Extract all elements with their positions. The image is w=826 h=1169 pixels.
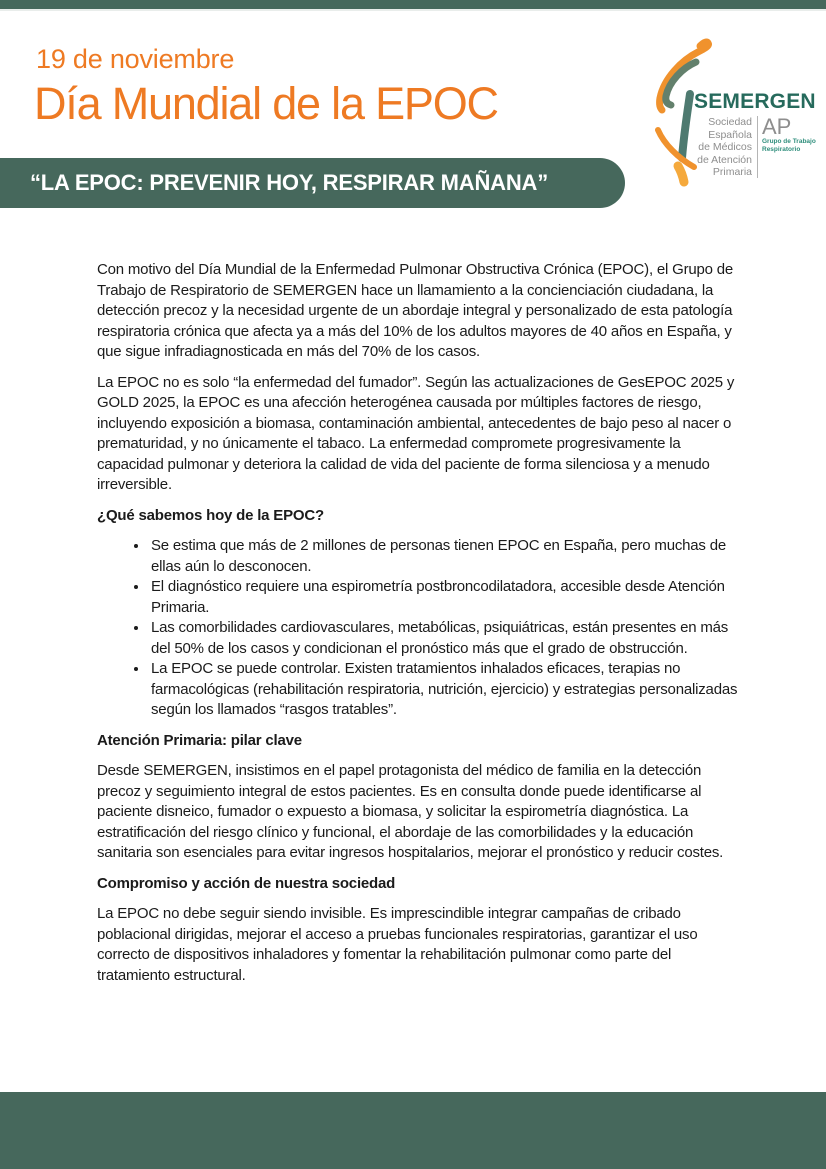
semergen-logo <box>638 38 824 188</box>
section-heading-atencion-primaria: Atención Primaria: pilar clave <box>97 731 302 749</box>
section-heading-que-sabemos: ¿Qué sabemos hoy de la EPOC? <box>97 506 324 524</box>
slogan-banner <box>0 158 625 208</box>
bullet-item: • La EPOC se puede controlar. Existen tratamientos inhalados eficaces, terapias no farmacológicas (rehabilitación respiratoria, nutrición, ejercicio) y estrategias personalizadas según los llamados “rasgos tratables”. <box>149 659 747 721</box>
slogan-text: “LA EPOC: PREVENIR HOY, RESPIRAR MAÑANA” <box>30 170 549 195</box>
section-paragraph: La EPOC no debe seguir siendo invisible. Es imprescindible integrar campañas de cribado poblacional dirigidas, mejorar el acceso a pruebas funcionales respiratorias, garantizar el uso correcto de dispositivos inhaladores y fomentar la rehabilitación pulmonar como parte del tratamiento estructural. <box>97 905 698 984</box>
logo-society-line: de Atención <box>697 153 752 166</box>
logo-group-line: Respiratorio <box>762 146 801 153</box>
intro-paragraph: Con motivo del Día Mundial de la Enfermedad Pulmonar Obstructiva Crónica (EPOC), el Grupo de Trabajo de Respiratorio de SEMERGEN hace un llamamiento a la concienciación ciudadana, la detección precoz y la necesidad urgente de un abordaje integral y personalizado de esta patología respiratoria crónica que afecta ya a más del 10% de los adultos mayores de 40 años en España, y que sigue infradiagnosticada en más del 70% de los casos. <box>97 261 734 360</box>
section-heading-compromiso: Compromiso y acción de nuestra sociedad <box>97 874 396 892</box>
bullet-item: • El diagnóstico requiere una espirometría postbroncodilatadora, accesible desde Atención Primaria. <box>149 577 747 618</box>
bullet-item: • Las comorbilidades cardiovasculares, metabólicas, psiquiátricas, están presentes en más del 50% de los casos y condicionan el pronóstico más que el grado de obstrucción. <box>149 618 747 659</box>
logo-society-line: Sociedad <box>708 116 752 128</box>
logo-society-line: Primaria <box>712 166 752 178</box>
logo-society-lines <box>690 116 757 179</box>
date-label: 19 de noviembre <box>36 44 235 74</box>
logo-society-line: Española <box>708 128 752 141</box>
logo-group-line: Grupo de Trabajo <box>762 138 816 145</box>
facts-bullet-list <box>97 536 747 721</box>
logo-ap-label: AP <box>762 114 792 139</box>
bullet-item: • Se estima que más de 2 millones de personas tienen EPOC en España, pero muchas de ellas aún lo desconocen. <box>149 536 747 577</box>
page-title: Día Mundial de la EPOC <box>34 78 498 129</box>
logo-ap-block <box>758 116 816 154</box>
logo-wordmark: SEMERGEN <box>694 90 816 113</box>
logo-society-line: de Médicos <box>698 141 752 153</box>
document-body <box>97 260 747 996</box>
bottom-accent-bar <box>0 1092 826 1169</box>
logo-subtitle <box>690 116 816 179</box>
top-accent-bar <box>0 0 826 11</box>
intro-paragraph: La EPOC no es solo “la enfermedad del fumador”. Según las actualizaciones de GesEPOC 2025 y GOLD 2025, la EPOC es una afección heterogénea causada por múltiples factores de riesgo, incluyendo exposición a biomasa, contaminación ambiental, antecedentes de bajo peso al nacer o prematuridad, y no únicamente el tabaco. La enfermedad compromete progresivamente la capacidad pulmonar y deteriora la calidad de vida del paciente de forma silenciosa y a menudo irreversible. <box>97 373 735 493</box>
section-paragraph: Desde SEMERGEN, insistimos en el papel protagonista del médico de familia en la detección precoz y seguimiento integral de estos pacientes. Es en consulta donde puede identificarse al paciente disneico, fumador o expuesto a biomasa, y solicitar la espirometría diagnóstica. La estratificación del riesgo clínico y funcional, el abordaje de las comorbilidades y la educación sanitaria son esenciales para evitar ingresos hospitalarios, mejorar el pronóstico y reducir costes. <box>97 762 724 861</box>
